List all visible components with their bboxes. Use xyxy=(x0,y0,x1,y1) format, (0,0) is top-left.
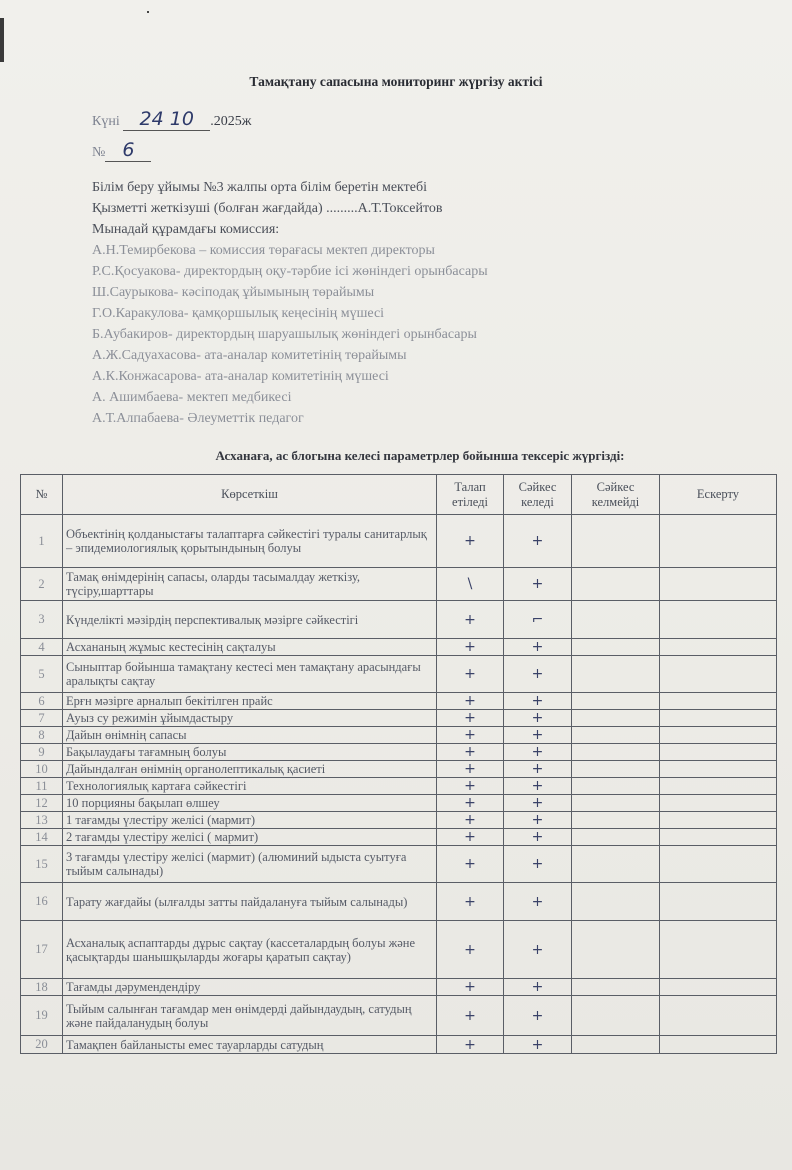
row-non-compliant xyxy=(572,829,660,846)
row-non-compliant xyxy=(572,996,660,1036)
number-label: № xyxy=(92,145,106,160)
row-note xyxy=(660,568,777,601)
org-line-school: Білім беру ұйымы №3 жалпы орта білім беретін мектебі xyxy=(92,180,428,195)
row-compliant-mark: + xyxy=(504,996,572,1036)
row-required-mark: + xyxy=(437,921,504,979)
inspection-table xyxy=(20,474,777,1054)
row-indicator: 2 тағамды үлестіру желісі ( мармит) xyxy=(63,829,437,846)
table-row xyxy=(21,883,777,921)
row-indicator: Тағамды дәрумендендіру xyxy=(63,979,437,996)
row-note xyxy=(660,744,777,761)
row-required-mark: + xyxy=(437,601,504,639)
row-number: 19 xyxy=(21,996,63,1036)
row-indicator: 10 порцияны бақылап өлшеу xyxy=(63,795,437,812)
org-line-supplier: Қызметті жеткізуші (болған жағдайда) .........А.Т.Токсейтов xyxy=(92,201,443,216)
table-row xyxy=(21,846,777,883)
row-indicator: 1 тағамды үлестіру желісі (мармит) xyxy=(63,812,437,829)
row-number: 18 xyxy=(21,979,63,996)
header-note: Ескерту xyxy=(660,475,777,515)
date-suffix: .2025ж xyxy=(210,114,252,129)
row-number: 6 xyxy=(21,693,63,710)
row-required-mark: + xyxy=(437,761,504,778)
row-indicator: Тамақ өнімдерінің сапасы, оларды тасымалдау жеткізу, түсіру,шарттары xyxy=(63,568,437,601)
row-note xyxy=(660,710,777,727)
table-row xyxy=(21,515,777,568)
row-number: 13 xyxy=(21,812,63,829)
table-row xyxy=(21,1036,777,1054)
table-row xyxy=(21,795,777,812)
table-row xyxy=(21,778,777,795)
row-number: 11 xyxy=(21,778,63,795)
row-non-compliant xyxy=(572,601,660,639)
row-compliant-mark: + xyxy=(504,829,572,846)
table-row xyxy=(21,727,777,744)
row-non-compliant xyxy=(572,744,660,761)
row-number: 3 xyxy=(21,601,63,639)
table-row xyxy=(21,568,777,601)
row-note xyxy=(660,778,777,795)
row-note xyxy=(660,829,777,846)
row-non-compliant xyxy=(572,568,660,601)
row-indicator: Ауыз су режимін ұйымдастыру xyxy=(63,710,437,727)
row-required-mark: + xyxy=(437,744,504,761)
row-indicator: Асхананың жұмыс кестесінің сақталуы xyxy=(63,639,437,656)
table-row xyxy=(21,693,777,710)
row-number: 17 xyxy=(21,921,63,979)
row-required-mark: + xyxy=(437,778,504,795)
row-number: 1 xyxy=(21,515,63,568)
row-non-compliant xyxy=(572,778,660,795)
commission-member: А.Ж.Садуахасова- ата-аналар комитетінің төрайымы xyxy=(92,348,407,363)
table-row xyxy=(21,710,777,727)
row-non-compliant xyxy=(572,846,660,883)
row-number: 12 xyxy=(21,795,63,812)
row-non-compliant xyxy=(572,639,660,656)
org-line-commission-heading: Мынадай құрамдағы комиссия: xyxy=(92,222,280,237)
row-non-compliant xyxy=(572,883,660,921)
row-compliant-mark: + xyxy=(504,693,572,710)
date-field xyxy=(92,108,252,131)
row-number: 10 xyxy=(21,761,63,778)
row-compliant-mark: + xyxy=(504,778,572,795)
row-number: 5 xyxy=(21,656,63,693)
row-number: 9 xyxy=(21,744,63,761)
table-row xyxy=(21,656,777,693)
inspection-subtitle: Асханаға, ас блогына келесі параметрлер бойынша тексеріс жүргізді: xyxy=(215,448,625,463)
row-compliant-mark: + xyxy=(504,656,572,693)
commission-member: Г.О.Каракулова- қамқоршылық кеңесінің мүшесі xyxy=(92,306,385,321)
header-required: Талап етіледі xyxy=(437,475,504,515)
row-required-mark: + xyxy=(437,812,504,829)
row-note xyxy=(660,515,777,568)
row-indicator: Тамақпен байланысты емес тауарларды сатудың xyxy=(63,1036,437,1054)
organization-block xyxy=(92,177,488,429)
row-number: 20 xyxy=(21,1036,63,1054)
row-note xyxy=(660,795,777,812)
row-indicator: Дайын өнімнің сапасы xyxy=(63,727,437,744)
header-non-compliant: Сәйкес келмейді xyxy=(572,475,660,515)
table-row xyxy=(21,979,777,996)
commission-member: А.Н.Темирбекова – комиссия төрағасы мектеп директоры xyxy=(92,243,435,258)
row-note xyxy=(660,639,777,656)
row-indicator: 3 тағамды үлестіру желісі (мармит) (алюминий ыдыста суытуға тыйым салынады) xyxy=(63,846,437,883)
row-non-compliant xyxy=(572,1036,660,1054)
table-row xyxy=(21,744,777,761)
row-note xyxy=(660,921,777,979)
binder-edge-mark xyxy=(0,18,4,62)
row-compliant-mark: + xyxy=(504,883,572,921)
paper-speck xyxy=(147,11,149,13)
row-required-mark: + xyxy=(437,795,504,812)
row-compliant-mark: + xyxy=(504,979,572,996)
table-row xyxy=(21,921,777,979)
row-required-mark: \ xyxy=(437,568,504,601)
row-indicator: Бақылаудағы тағамның болуы xyxy=(63,744,437,761)
commission-member: А. Ашимбаева- мектеп медбикесі xyxy=(92,390,292,405)
row-non-compliant xyxy=(572,812,660,829)
row-note xyxy=(660,1036,777,1054)
row-non-compliant xyxy=(572,921,660,979)
row-note xyxy=(660,656,777,693)
row-note xyxy=(660,812,777,829)
row-required-mark: + xyxy=(437,693,504,710)
row-note xyxy=(660,761,777,778)
row-required-mark: + xyxy=(437,883,504,921)
row-indicator: Дайындалған өнімнің органолептикалық қасиеті xyxy=(63,761,437,778)
document-title: Тамақтану сапасына мониторинг жүргізу актісі xyxy=(249,74,543,89)
table-row xyxy=(21,761,777,778)
number-handwritten: 6 xyxy=(105,143,151,162)
number-field xyxy=(92,139,151,162)
row-non-compliant xyxy=(572,761,660,778)
row-compliant-mark: ⌐ xyxy=(504,601,572,639)
row-required-mark: + xyxy=(437,710,504,727)
row-required-mark: + xyxy=(437,639,504,656)
row-indicator: Объектінің қолданыстағы талаптарға сәйкестігі туралы санитарлық – эпидемиологиялық қорытындының болуы xyxy=(63,515,437,568)
row-indicator: Сыныптар бойынша тамақтану кестесі мен тамақтану арасындағы аралықты сақтау xyxy=(63,656,437,693)
row-compliant-mark: + xyxy=(504,568,572,601)
table-body xyxy=(21,515,777,1054)
row-note xyxy=(660,693,777,710)
row-note xyxy=(660,883,777,921)
row-number: 7 xyxy=(21,710,63,727)
row-required-mark: + xyxy=(437,979,504,996)
row-non-compliant xyxy=(572,727,660,744)
row-indicator: Ерғн мәзірге арналып бекітілген прайс xyxy=(63,693,437,710)
row-compliant-mark: + xyxy=(504,795,572,812)
row-note xyxy=(660,996,777,1036)
row-non-compliant xyxy=(572,693,660,710)
row-non-compliant xyxy=(572,515,660,568)
row-number: 14 xyxy=(21,829,63,846)
row-non-compliant xyxy=(572,656,660,693)
row-required-mark: + xyxy=(437,1036,504,1054)
table-row xyxy=(21,812,777,829)
row-note xyxy=(660,979,777,996)
row-compliant-mark: + xyxy=(504,846,572,883)
row-indicator: Күнделікті мәзірдің перспективалық мәзірге сәйкестігі xyxy=(63,601,437,639)
row-compliant-mark: + xyxy=(504,761,572,778)
commission-member: А.Т.Алпабаева- Әлеуметтік педагог xyxy=(92,411,304,426)
commission-member: Б.Аубакиров- директордың шаруашылық жөніндегі орынбасары xyxy=(92,327,477,342)
row-compliant-mark: + xyxy=(504,921,572,979)
row-note xyxy=(660,727,777,744)
table-row xyxy=(21,639,777,656)
row-required-mark: + xyxy=(437,727,504,744)
row-number: 15 xyxy=(21,846,63,883)
row-required-mark: + xyxy=(437,515,504,568)
row-required-mark: + xyxy=(437,829,504,846)
row-non-compliant xyxy=(572,710,660,727)
row-number: 16 xyxy=(21,883,63,921)
row-number: 8 xyxy=(21,727,63,744)
row-indicator: Тарату жағдайы (ылғалды затты пайдалануға тыйым салынады) xyxy=(63,883,437,921)
row-note xyxy=(660,846,777,883)
table-row xyxy=(21,996,777,1036)
row-compliant-mark: + xyxy=(504,744,572,761)
row-compliant-mark: + xyxy=(504,515,572,568)
row-required-mark: + xyxy=(437,846,504,883)
table-row xyxy=(21,601,777,639)
row-compliant-mark: + xyxy=(504,639,572,656)
row-compliant-mark: + xyxy=(504,727,572,744)
row-indicator: Технологиялық картаға сәйкестігі xyxy=(63,778,437,795)
date-handwritten: 24 10 xyxy=(123,112,210,131)
header-number: № xyxy=(21,475,63,515)
header-compliant: Сәйкес келеді xyxy=(504,475,572,515)
table-header-row xyxy=(21,475,777,515)
row-indicator: Асханалық аспаптарды дұрыс сақтау (кассеталардың болуы және қасықтарды шанышқыларды жоғары қаратып сақтау) xyxy=(63,921,437,979)
row-required-mark: + xyxy=(437,996,504,1036)
commission-member: А.К.Конжасарова- ата-аналар комитетінің мүшесі xyxy=(92,369,389,384)
header-indicator: Көрсеткіш xyxy=(63,475,437,515)
commission-member: Ш.Саурыкова- кәсіподақ ұйымының төрайымы xyxy=(92,285,375,300)
row-non-compliant xyxy=(572,795,660,812)
row-required-mark: + xyxy=(437,656,504,693)
table-row xyxy=(21,829,777,846)
row-compliant-mark: + xyxy=(504,710,572,727)
date-label: Күні xyxy=(92,114,120,129)
row-compliant-mark: + xyxy=(504,812,572,829)
row-indicator: Тыйым салынған тағамдар мен өнімдерді дайындаудың, сатудың және пайдаланудың болуы xyxy=(63,996,437,1036)
row-non-compliant xyxy=(572,979,660,996)
row-number: 2 xyxy=(21,568,63,601)
row-compliant-mark: + xyxy=(504,1036,572,1054)
row-number: 4 xyxy=(21,639,63,656)
commission-member: Р.С.Қосуакова- директордың оқу-тәрбие ісі жөніндегі орынбасары xyxy=(92,264,488,279)
row-note xyxy=(660,601,777,639)
